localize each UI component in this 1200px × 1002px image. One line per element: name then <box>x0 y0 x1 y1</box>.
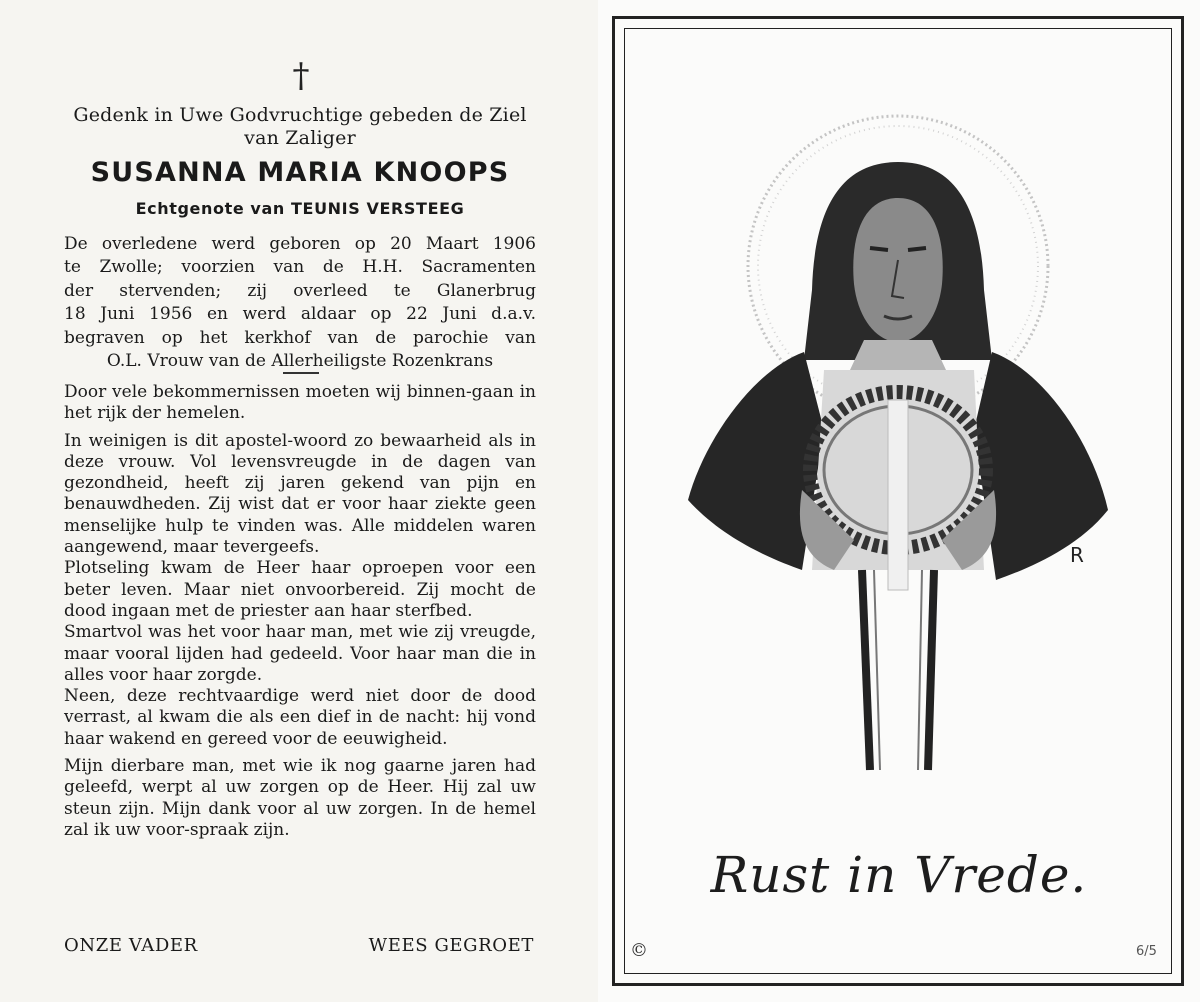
paragraph: Plotseling kwam de Heer haar oproepen voor een beter leven. Maar niet onvoorbereid. Zij mocht de dood ingaan met de priester aan haar sterfbed. <box>64 558 536 621</box>
divider <box>283 372 319 374</box>
card-number: 6/5 <box>1136 944 1157 959</box>
bio-line: De overledene werd geboren op 20 Maart 1906 <box>64 234 536 254</box>
memorial-image-page <box>598 0 1200 1002</box>
deceased-name: SUSANNA MARIA KNOOPS <box>90 157 510 188</box>
bio-line: O.L. Vrouw van de Allerheiligste Rozenkrans <box>106 351 494 372</box>
bio-line: 18 Juni 1956 en werd aldaar op 22 Juni d.a.v. <box>64 304 536 325</box>
madonna-figure-icon <box>684 70 1114 790</box>
memorial-text-page <box>0 0 598 1002</box>
memorial-body <box>64 382 536 847</box>
biography <box>64 233 536 373</box>
intro-text <box>64 104 536 150</box>
rest-in-peace-caption: Rust in Vrede. <box>710 846 1088 904</box>
prayer-our-father: ONZE VADER <box>64 935 198 956</box>
paragraph: Door vele bekommernissen moeten wij binnen-gaan in het rijk der hemelen. <box>64 382 536 424</box>
intro-line-2: van Zaliger <box>244 127 356 149</box>
prayer-hail-mary: WEES GEGROET <box>368 935 534 956</box>
paragraph: Neen, deze rechtvaardige werd niet door de dood verrast, al kwam die als een dief in de nacht: hij vond haar wakend en gereed voor de eeuwigheid. <box>64 686 536 749</box>
intro-line-1: Gedenk in Uwe Godvruchtige gebeden de Ziel <box>73 104 527 126</box>
spouse-line: Echtgenote van TEUNIS VERSTEEG <box>135 199 465 218</box>
paragraph: Mijn dierbare man, met wie ik nog gaarne jaren had geleefd, werpt al uw zorgen op de Heer. Hij zal uw steun zijn. Mijn dank voor al uw zorgen. In de hemel zal ik uw voor-spraak zijn. <box>64 756 536 840</box>
paragraph: In weinigen is dit apostel-woord zo bewaarheid als in deze vrouw. Vol levensvreugde in de dagen van gezondheid, heeft zij jaren gekend van pijn en benauwdheden. Zij wist dat er voor haar ziekte geen menselijke hulp te vinden was. Alle middelen waren aangewend, maar tevergeefs. <box>64 430 536 558</box>
bio-line: te Zwolle; voorzien van de H.H. Sacramenten <box>64 257 536 278</box>
prayers <box>64 935 534 956</box>
publisher-mark: © <box>630 940 648 961</box>
paragraph: Smartvol was het voor haar man, met wie zij vreugde, maar vooral lijden had gedeeld. Voor haar man die in alles voor haar zorgde. <box>64 622 536 685</box>
cross-icon: † <box>292 56 310 96</box>
bio-line: begraven op het kerkhof van de parochie van <box>64 327 536 348</box>
artist-monogram-icon: R <box>1070 543 1084 567</box>
bio-line: der stervenden; zij overleed te Glanerbrug <box>64 280 536 301</box>
